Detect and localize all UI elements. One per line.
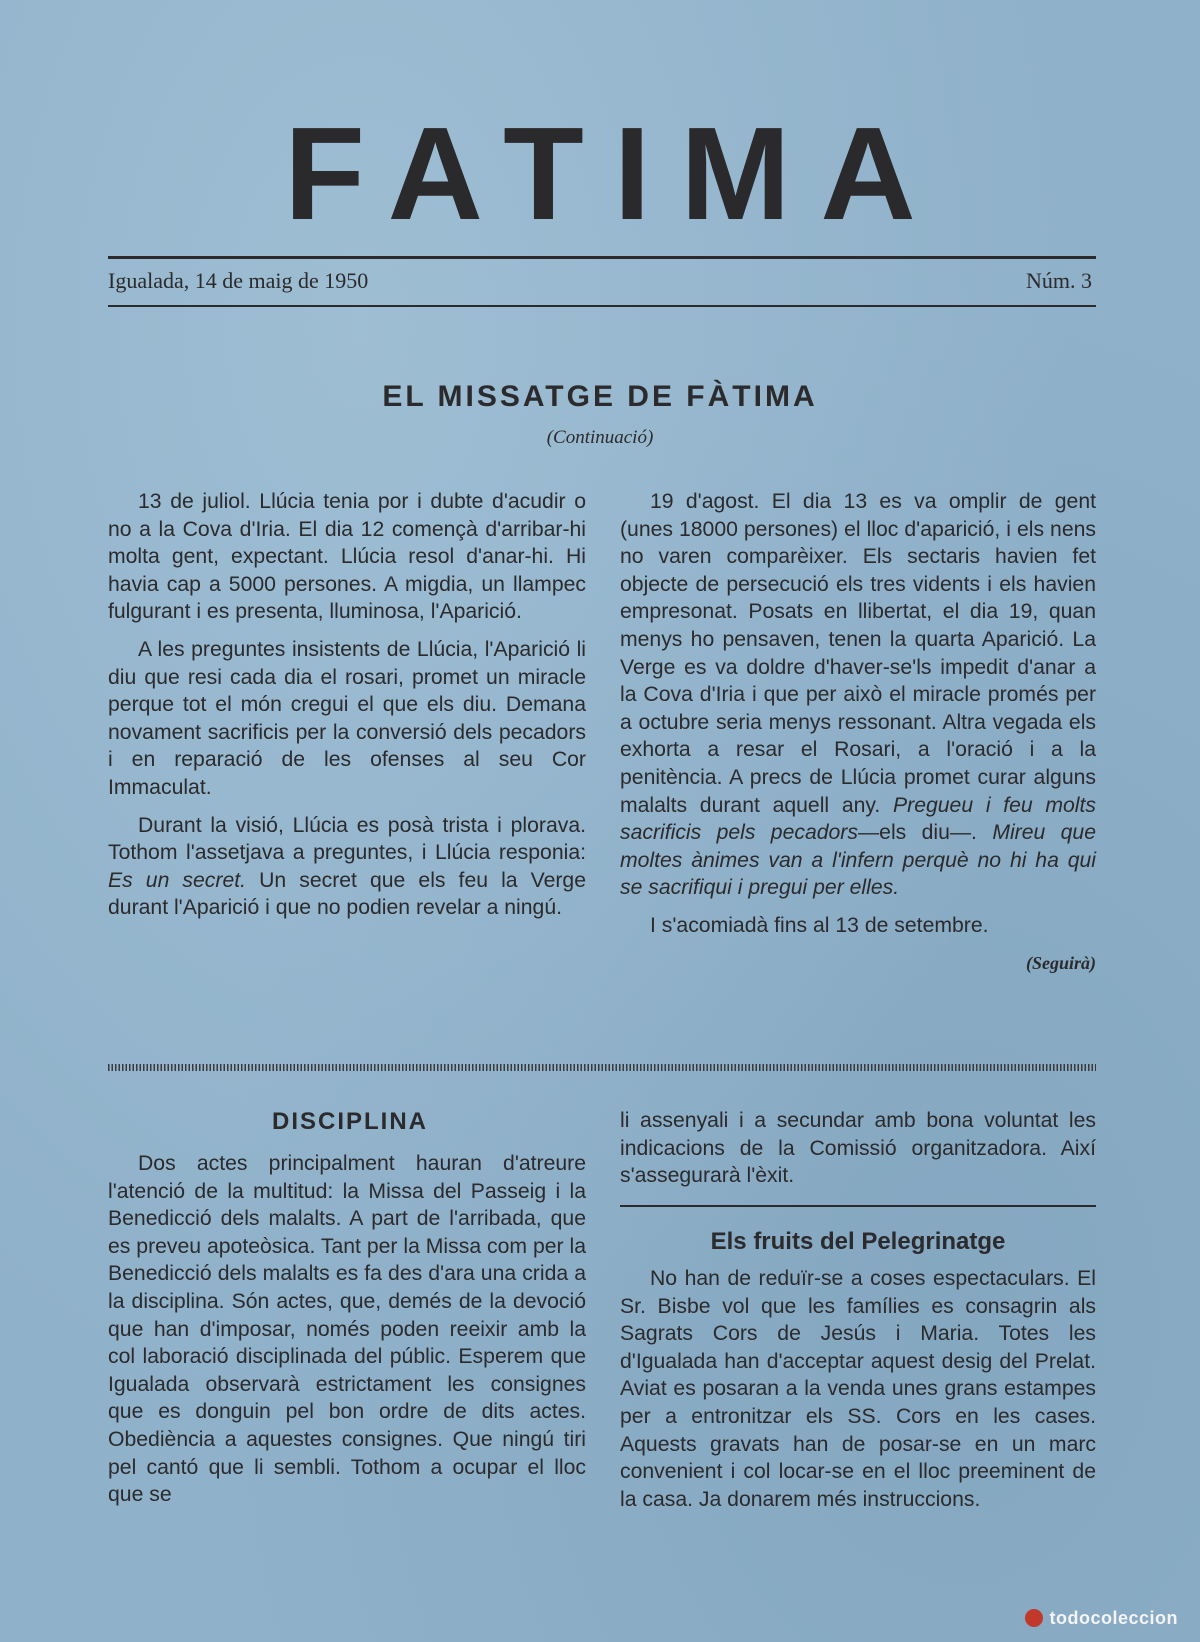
article-paragraph: No han de reduïr-se a coses espectaculars. El Sr. Bisbe vol que les famílies es consagrin als Sagrats Cors de Jesús i Maria. Totes les d'Igualada han d'acceptar aquest desig del Prelat. Aviat es posaran a la venda unes grans estampes per a entronitzar els SS. Cors en les cases. Aquests gravats han de posar-se en un marc convenient i col locar-se en el lloc preeminent de la casa. Ja donarem més instruccions. (620, 1267, 1096, 1511)
article-right-column (620, 488, 1096, 977)
section-divider (108, 1064, 1096, 1071)
article-subtitle: (Continuació) (546, 427, 654, 448)
issue-number: Núm. 3 (1026, 268, 1092, 293)
article-signoff: (Seguirà) (1025, 952, 1096, 973)
masthead-rule-top (108, 256, 1096, 259)
fruits-title: Els fruits del Pelegrinatge (710, 1228, 1006, 1255)
watermark-logo-icon (1025, 1609, 1043, 1627)
article-paragraph: I s'acomiadà fins al 13 de setembre. (650, 913, 989, 937)
fruits-text (620, 1265, 1096, 1513)
disciplina-text (108, 1150, 586, 1509)
article-paragraph: Dos actes principalment hauran d'atreure l'atenció de la multitud: la Missa del Passeig i la Benedicció dels malalts. A part de l'arribada, que es preveu apoteòsica. Tant per la Missa com per la Benedicció dels malalts es fa des d'ara una crida a la disciplina. Són actes, que, demés de la devoció que han d'imposar, només poden reeixir amb la col laboració disciplinada del públic. Esperem que Igualada observarà estrictament les consignes que es donguin pel bon ordre de dits actes. Obediència a aquestes consignes. Que ningú tiri pel cantó que li sembli. Tothom a ocupar el lloc que se (108, 1152, 586, 1507)
watermark (1025, 1608, 1178, 1629)
section-rule (620, 1205, 1096, 1207)
watermark-text: todocoleccion (1049, 1608, 1178, 1628)
article-left-column (108, 488, 586, 922)
article-paragraph: 13 de juliol. Llúcia tenia por i dubte d'acudir o no a la Cova d'Iria. El dia 12 començà d'arribar-hi molta gent, expectant. Llúcia resol d'anar-hi. Hi havia cap a 5000 persones. A migdia, un llampec fulgurant i es presenta, lluminosa, l'Aparició. (108, 490, 586, 624)
article-paragraph: li assenyali i a secundar amb bona voluntat les indicacions de la Comissió organitzadora. Així s'assegurarà l'èxit. (620, 1109, 1096, 1188)
article-title: EL MISSATGE DE FÀTIMA (382, 380, 818, 413)
article-paragraph: A les preguntes insistents de Llúcia, l'Aparició li diu que resi cada dia el rosari, promet un miracle perque tot el món cregui el que els diu. Demana novament sacrificis per la conversió dels pecadors i en reparació de les ofenses al seu Cor Immaculat. (108, 637, 586, 799)
disciplina-title: DISCIPLINA (271, 1108, 428, 1135)
article-paragraph: 19 d'agost. El dia 13 es va omplir de gent (unes 18000 persones) el lloc d'aparició, i els nens no varen comparèixer. Els sectaris havien fet objecte de persecució els tres vidents i els havien empresonat. Posats en llibertat, el dia 19, quan menys ho pensaven, tenen la quarta Aparició. La Verge es va doldre d'haver-se'ls impedit d'anar a la Cova d'Iria i que per això el miracle promés per a octubre seria menys ressonant. Altra vegada els exhorta a resar el Rosari, a l'oració i a la penitència. A precs de Llúcia promet curar alguns malalts durant aquell any. Pregueu i feu molts sacrificis pels pecadors—els diu—. Mireu que moltes ànimes van a l'infern perquè no hi ha qui se sacrifiqui i pregui per elles. (620, 490, 1096, 900)
disciplina-continuation (620, 1107, 1096, 1190)
masthead-rule-bottom (108, 305, 1096, 307)
dateline: Igualada, 14 de maig de 1950 (108, 268, 369, 293)
masthead-title: FATIMA (284, 100, 946, 247)
article-paragraph: Durant la visió, Llúcia es posà trista i plorava. Tothom l'assetjava a preguntes, i Llúcia responia: Es un secret. Un secret que els feu la Verge durant l'Aparició i que no podien revelar a ningú. (108, 813, 587, 920)
